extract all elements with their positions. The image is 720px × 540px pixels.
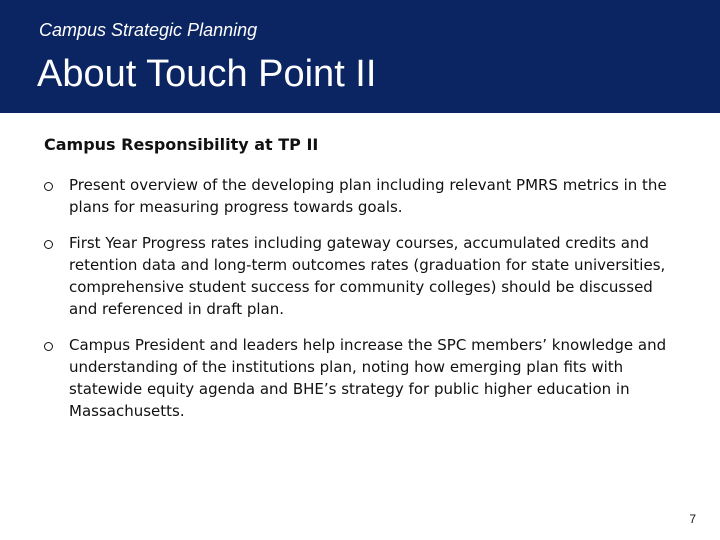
section-heading: Campus Responsibility at TP II <box>44 135 319 154</box>
page-number: 7 <box>689 512 696 526</box>
bullet-item <box>44 232 684 320</box>
circle-bullet-icon <box>44 240 53 249</box>
bullet-list <box>44 174 684 422</box>
bullet-text: Present overview of the developing plan including relevant PMRS metrics in the plans for measuring progress towards goals. <box>69 176 667 216</box>
slide-content <box>44 135 684 436</box>
circle-bullet-icon <box>44 182 53 191</box>
bullet-item <box>44 174 684 218</box>
bullet-item <box>44 334 684 422</box>
bullet-text: First Year Progress rates including gateway courses, accumulated credits and retention data and long-term outcomes rates (graduation for state universities, comprehensive student success for community colleges) should be discussed and referenced in draft plan. <box>69 234 666 318</box>
slide-title: About Touch Point II <box>37 53 377 95</box>
circle-bullet-icon <box>44 342 53 351</box>
header-kicker: Campus Strategic Planning <box>39 20 258 40</box>
slide-header <box>0 0 720 113</box>
bullet-text: Campus President and leaders help increase the SPC members’ knowledge and understanding of the institutions plan, noting how emerging plan fits with statewide equity agenda and BHE’s strategy for public higher education in Massachusetts. <box>69 336 667 420</box>
